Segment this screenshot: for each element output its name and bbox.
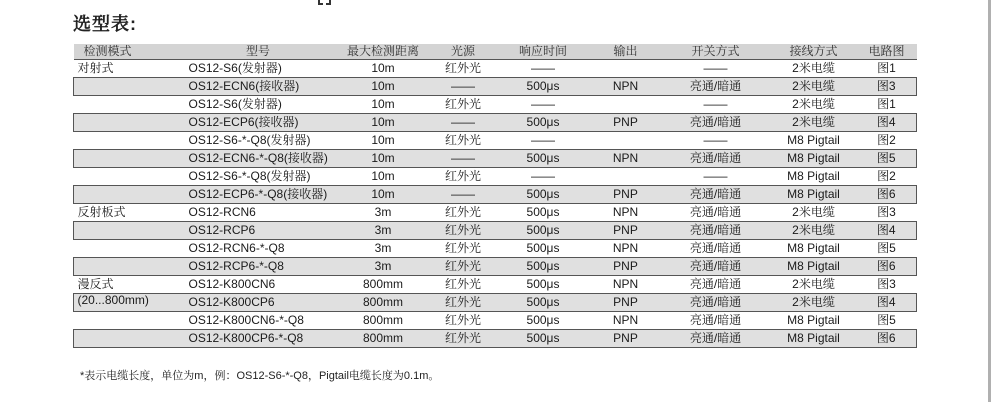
cell-distance: 800mm <box>336 293 431 311</box>
selection-table <box>73 44 917 348</box>
cell-circuit-diagram: 图5 <box>857 149 917 167</box>
cell-switching-mode: 亮通/暗通 <box>661 149 771 167</box>
cell-wiring: 2米电缆 <box>792 60 835 75</box>
cell-output <box>591 95 661 113</box>
cell-output <box>591 59 661 77</box>
cell-distance: 3m <box>336 221 431 239</box>
table-row <box>74 59 917 77</box>
cell-output: NPN <box>591 77 661 95</box>
cell-light-source: 红外光 <box>431 293 496 311</box>
cell-model: OS12-S6(发射器) <box>188 60 282 75</box>
cell-light-source: 红外光 <box>431 221 496 239</box>
cell-detection-mode <box>74 329 181 347</box>
cell-response-time: —— <box>531 60 555 75</box>
cell-circuit-diagram: 图4 <box>857 221 917 239</box>
cell-light-source: —— <box>431 149 496 167</box>
cell-model: OS12-RCN6 <box>188 204 256 219</box>
table-row <box>74 329 917 347</box>
cell-model: OS12-S6-*-Q8(发射器) <box>188 132 311 147</box>
cell-response-time: 500μs <box>526 276 560 291</box>
header-cell-diagram: 电路图 <box>857 44 917 59</box>
cell-response-time: —— <box>531 168 555 183</box>
cell-response-time: 500μs <box>496 221 591 239</box>
cell-detection-mode <box>74 275 181 307</box>
cell-circuit-diagram: 图2 <box>877 168 896 183</box>
cell-model: OS12-ECP6(接收器) <box>181 113 336 131</box>
cell-switching-mode: 亮通/暗通 <box>661 185 771 203</box>
cell-light-source: 红外光 <box>431 257 496 275</box>
header-cell-switching: 开关方式 <box>661 44 771 59</box>
cell-response-time: 500μs <box>496 257 591 275</box>
cell-switching-mode: 亮通/暗通 <box>689 312 742 327</box>
cell-model: OS12-RCP6-*-Q8 <box>181 257 336 275</box>
detection-mode-label: 漫反式 <box>77 276 114 291</box>
cell-circuit-diagram: 图2 <box>877 132 896 147</box>
cell-light-source: 红外光 <box>444 276 481 291</box>
cell-wiring: 2米电缆 <box>771 221 857 239</box>
cell-distance: 800mm <box>362 312 403 327</box>
detection-mode-label: 反射板式 <box>77 204 126 219</box>
cell-wiring: M8 Pigtail <box>771 185 857 203</box>
table-row <box>74 311 917 329</box>
table-row <box>74 221 917 239</box>
cell-output: PNP <box>591 257 661 275</box>
cell-detection-mode <box>74 113 181 131</box>
cell-distance: 10m <box>371 96 395 111</box>
cell-model: OS12-RCP6 <box>181 221 336 239</box>
table-body <box>74 59 917 347</box>
header-cell-output: 输出 <box>591 44 661 59</box>
cell-response-time: 500μs <box>526 240 560 255</box>
cell-circuit-diagram: 图5 <box>877 240 896 255</box>
cell-output: PNP <box>591 293 661 311</box>
cell-switching-mode: 亮通/暗通 <box>661 329 771 347</box>
cell-output: NPN <box>612 240 639 255</box>
table-row <box>74 95 917 113</box>
cell-distance: 10m <box>371 60 395 75</box>
cell-circuit-diagram: 图4 <box>857 113 917 131</box>
cell-circuit-diagram: 图6 <box>857 185 917 203</box>
cell-wiring: M8 Pigtail <box>771 149 857 167</box>
cell-output: NPN <box>612 276 639 291</box>
cell-detection-mode <box>74 185 181 203</box>
table-row <box>74 293 917 311</box>
table-row <box>74 113 917 131</box>
cell-detection-mode <box>74 293 181 311</box>
cell-light-source: 红外光 <box>431 329 496 347</box>
footnote: *表示电缆长度，单位为m，例：OS12-S6-*-Q8，Pigtail电缆长度为0.1m。 <box>80 370 440 382</box>
header-cell-model: 型号 <box>181 44 336 59</box>
cell-circuit-diagram: 图1 <box>877 60 896 75</box>
cell-response-time: 500μs <box>496 329 591 347</box>
cell-light-source: 红外光 <box>444 168 481 183</box>
header-cell-mode: 检测模式 <box>74 44 181 59</box>
cell-output: PNP <box>591 185 661 203</box>
cell-wiring: 2米电缆 <box>792 96 835 111</box>
cell-detection-mode <box>74 77 181 95</box>
cell-response-time: —— <box>531 96 555 111</box>
cell-circuit-diagram: 图3 <box>857 77 917 95</box>
cell-wiring: 2米电缆 <box>792 276 835 291</box>
cell-switching-mode: —— <box>703 60 728 75</box>
cell-wiring: 2米电缆 <box>771 77 857 95</box>
table-row <box>74 257 917 275</box>
cell-circuit-diagram: 图6 <box>857 257 917 275</box>
cell-switching-mode: —— <box>703 168 728 183</box>
cell-output: PNP <box>591 221 661 239</box>
cell-distance: 10m <box>336 77 431 95</box>
cell-switching-mode: 亮通/暗通 <box>661 113 771 131</box>
cell-circuit-diagram: 图5 <box>877 312 896 327</box>
cell-switching-mode: 亮通/暗通 <box>689 204 742 219</box>
cell-model: OS12-K800CN6-*-Q8 <box>188 312 304 327</box>
cell-circuit-diagram: 图1 <box>877 96 896 111</box>
cell-distance: 3m <box>374 240 392 255</box>
cell-wiring: 2米电缆 <box>792 204 835 219</box>
cell-output: NPN <box>612 312 639 327</box>
cell-model: OS12-K800CP6 <box>181 293 336 311</box>
cell-light-source: 红外光 <box>444 132 481 147</box>
cell-circuit-diagram: 图6 <box>857 329 917 347</box>
detection-mode-label: 对射式 <box>77 60 114 75</box>
cell-wiring: M8 Pigtail <box>771 329 857 347</box>
cell-switching-mode: 亮通/暗通 <box>661 77 771 95</box>
cell-wiring: M8 Pigtail <box>787 132 840 147</box>
cell-switching-mode: —— <box>703 132 728 147</box>
header-cell-distance: 最大检测距离 <box>336 44 431 59</box>
cell-wiring: M8 Pigtail <box>771 257 857 275</box>
table-header-row <box>74 44 917 59</box>
table-row <box>74 185 917 203</box>
table-row <box>74 149 917 167</box>
cell-model: OS12-ECN6(接收器) <box>181 77 336 95</box>
cell-output: NPN <box>612 204 639 219</box>
cell-light-source: —— <box>431 77 496 95</box>
cell-wiring: M8 Pigtail <box>787 312 840 327</box>
cell-detection-mode <box>74 257 181 275</box>
cell-detection-mode <box>74 131 181 149</box>
cell-model: OS12-S6-*-Q8(发射器) <box>188 168 311 183</box>
cell-detection-mode <box>74 95 181 113</box>
cell-distance: 800mm <box>336 329 431 347</box>
cell-response-time: 500μs <box>526 204 560 219</box>
cell-wiring: 2米电缆 <box>771 293 857 311</box>
top-bracket-mark <box>318 0 332 5</box>
cell-model: OS12-ECN6-*-Q8(接收器) <box>181 149 336 167</box>
cell-switching-mode: 亮通/暗通 <box>689 240 742 255</box>
cell-response-time: 500μs <box>496 113 591 131</box>
cell-detection-mode <box>74 149 181 167</box>
cell-distance: 3m <box>374 204 392 219</box>
cell-response-time: 500μs <box>496 149 591 167</box>
cell-output <box>591 131 661 149</box>
cell-output: NPN <box>591 149 661 167</box>
header-cell-source: 光源 <box>431 44 496 59</box>
table-row <box>74 203 917 221</box>
cell-switching-mode: 亮通/暗通 <box>661 257 771 275</box>
cell-model: OS12-RCN6-*-Q8 <box>188 240 285 255</box>
cell-light-source: 红外光 <box>444 240 481 255</box>
cell-switching-mode: —— <box>703 96 728 111</box>
cell-distance: 3m <box>336 257 431 275</box>
cell-light-source: 红外光 <box>444 204 481 219</box>
cell-light-source: —— <box>431 113 496 131</box>
cell-distance: 10m <box>371 132 395 147</box>
cell-model: OS12-S6(发射器) <box>188 96 282 111</box>
cell-response-time: 500μs <box>496 293 591 311</box>
cell-switching-mode: 亮通/暗通 <box>661 221 771 239</box>
table-row <box>74 167 917 185</box>
cell-circuit-diagram: 图3 <box>877 276 896 291</box>
cell-response-time: 500μs <box>496 77 591 95</box>
header-cell-wiring: 接线方式 <box>771 44 857 59</box>
cell-wiring: M8 Pigtail <box>787 168 840 183</box>
cell-light-source: 红外光 <box>444 312 481 327</box>
cell-light-source: 红外光 <box>444 96 481 111</box>
cell-detection-mode <box>74 167 181 185</box>
cell-wiring: M8 Pigtail <box>787 240 840 255</box>
cell-switching-mode: 亮通/暗通 <box>689 276 742 291</box>
cell-model: OS12-K800CN6 <box>188 276 276 291</box>
page-title: 选型表: <box>73 14 137 34</box>
cell-circuit-diagram: 图4 <box>857 293 917 311</box>
cell-output <box>591 167 661 185</box>
table-row <box>74 77 917 95</box>
cell-detection-mode <box>74 59 181 77</box>
cell-distance: 10m <box>336 149 431 167</box>
table-row <box>74 239 917 257</box>
cell-detection-mode <box>74 203 181 221</box>
cell-response-time: 500μs <box>496 185 591 203</box>
cell-model: OS12-K800CP6-*-Q8 <box>181 329 336 347</box>
cell-output: PNP <box>591 113 661 131</box>
cell-response-time: 500μs <box>526 312 560 327</box>
cell-distance: 10m <box>336 113 431 131</box>
detection-range-label: (20...800mm) <box>77 292 149 307</box>
cell-detection-mode <box>74 239 181 257</box>
table-row <box>74 131 917 149</box>
cell-distance: 800mm <box>362 276 403 291</box>
cell-circuit-diagram: 图3 <box>877 204 896 219</box>
table-row <box>74 275 917 293</box>
cell-model: OS12-ECP6-*-Q8(接收器) <box>181 185 336 203</box>
cell-response-time: —— <box>531 132 555 147</box>
cell-distance: 10m <box>371 168 395 183</box>
cell-light-source: 红外光 <box>444 60 481 75</box>
cell-wiring: 2米电缆 <box>771 113 857 131</box>
cell-output: PNP <box>591 329 661 347</box>
cell-detection-mode <box>74 311 181 329</box>
cell-distance: 10m <box>336 185 431 203</box>
cell-switching-mode: 亮通/暗通 <box>661 293 771 311</box>
cell-detection-mode <box>74 221 181 239</box>
header-cell-response: 响应时间 <box>496 44 591 59</box>
cell-light-source: —— <box>431 185 496 203</box>
